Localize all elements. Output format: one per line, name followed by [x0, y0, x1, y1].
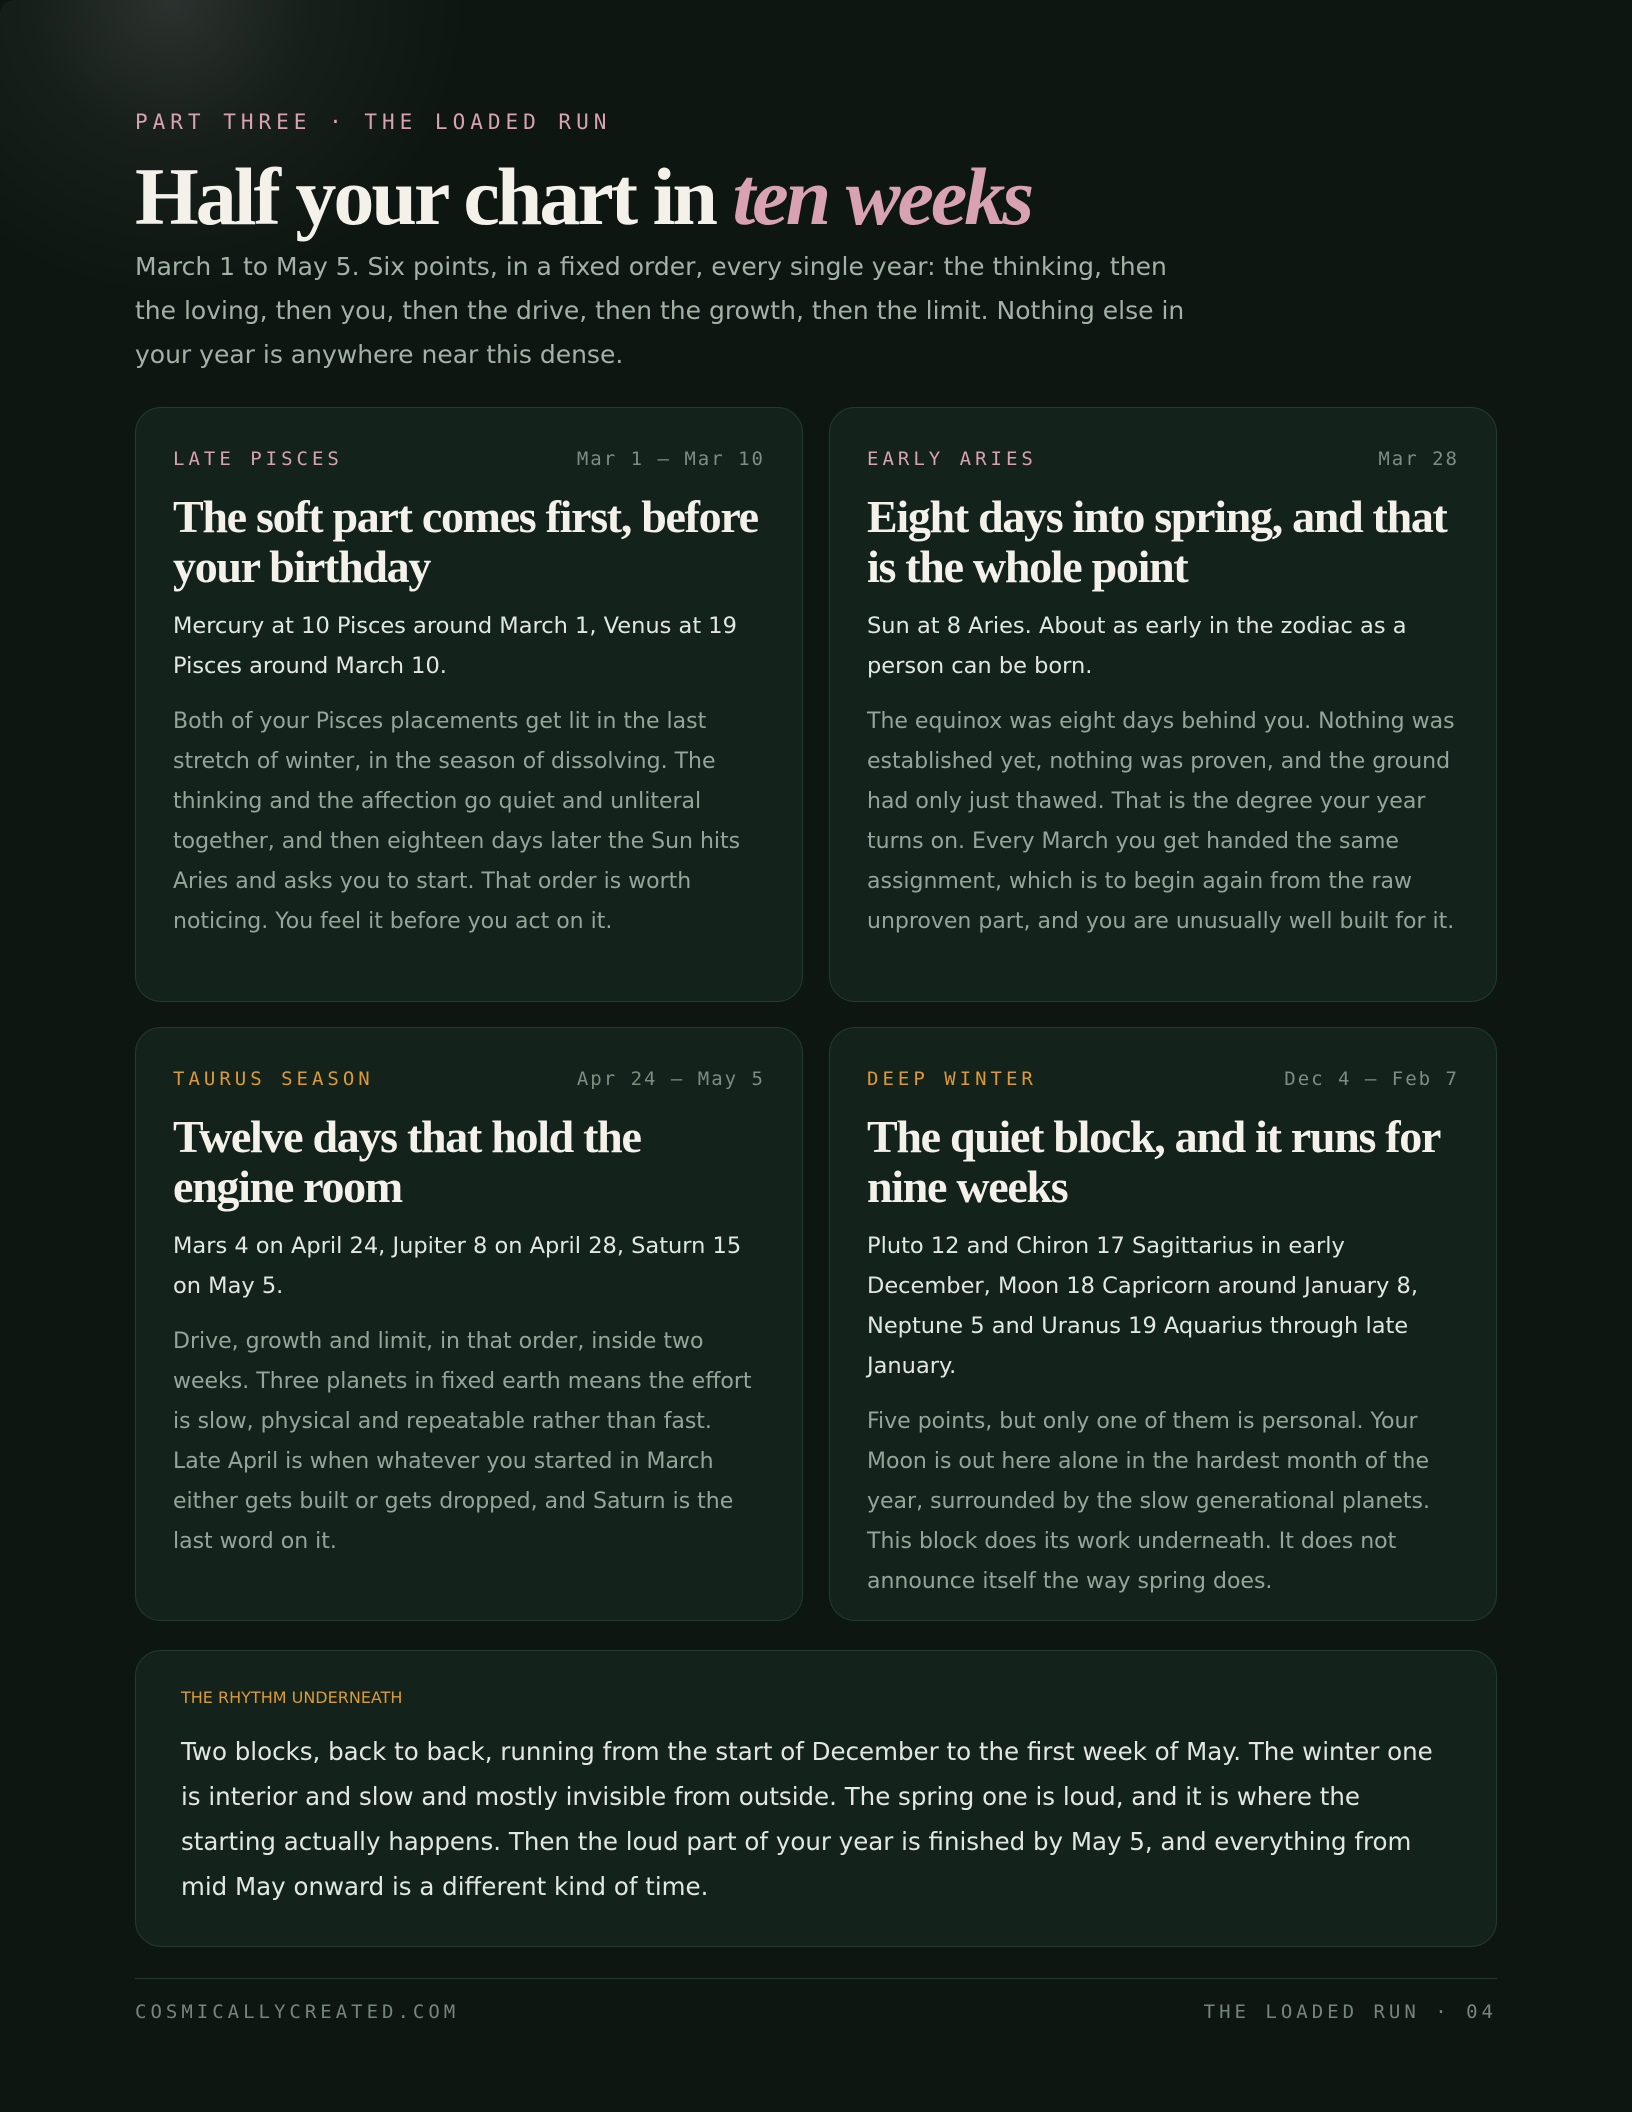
card-date: Mar 1 – Mar 10	[576, 448, 765, 470]
card-late-pisces	[135, 407, 803, 1002]
card-date: Dec 4 – Feb 7	[1284, 1068, 1459, 1090]
card-title: The quiet block, and it runs for nine weeks	[867, 1111, 1440, 1212]
title-accent: ten weeks	[732, 151, 1032, 242]
footer-section: THE LOADED RUN · 04	[1203, 2001, 1497, 2023]
card-meta	[867, 444, 1459, 474]
intro-paragraph: March 1 to May 5. Six points, in a fixed order, every single year: the thinking, then the loving, then you, then the drive, then the growth, then the limit. Nothing else in your year is anywhere near this dense.	[135, 252, 1185, 369]
card-taurus-season	[135, 1027, 803, 1621]
card-date: Mar 28	[1378, 448, 1459, 470]
card-tag: DEEP WINTER	[867, 1068, 1037, 1090]
card-deep-winter	[829, 1027, 1497, 1621]
rhythm-panel	[135, 1650, 1497, 1947]
page-title	[135, 150, 1031, 244]
card-early-aries	[829, 407, 1497, 1002]
card-facts: Sun at 8 Aries. About as early in the zodiac as a person can be born.	[867, 613, 1407, 679]
card-tag: LATE PISCES	[173, 448, 343, 470]
rhythm-tag: THE RHYTHM UNDERNEATH	[181, 1688, 403, 1707]
card-meta	[867, 1064, 1459, 1094]
card-facts: Mars 4 on April 24, Jupiter 8 on April 28, Saturn 15 on May 5.	[173, 1233, 742, 1299]
title-main: Half your chart in	[135, 151, 733, 242]
card-meta	[173, 444, 765, 474]
card-title: Twelve days that hold the engine room	[173, 1111, 641, 1212]
card-title: Eight days into spring, and that is the whole point	[867, 491, 1447, 592]
card-body: The equinox was eight days behind you. Nothing was established yet, nothing was proven, and the ground had only just thawed. That is the degree your year turns on. Every March you get handed the same assignment, which is to begin again from the raw unproven part, and you are unusually well built for it.	[867, 709, 1455, 934]
card-tag: EARLY ARIES	[867, 448, 1037, 470]
card-title: The soft part comes first, before your birthday	[173, 491, 758, 592]
card-body: Both of your Pisces placements get lit in the last stretch of winter, in the season of dissolving. The thinking and the affection go quiet and unliteral together, and then eighteen days later the Sun hits Aries and asks you to start. That order is worth noticing. You feel it before you act on it.	[173, 709, 741, 934]
card-tag: TAURUS SEASON	[173, 1068, 374, 1090]
rhythm-text: Two blocks, back to back, running from the start of December to the first week of May. The winter one is interior and slow and mostly invisible from outside. The spring one is loud, and it is where the starting actually happens. Then the loud part of your year is finished by May 5, and everything from mid May onward is a different kind of time.	[181, 1737, 1433, 1901]
card-meta	[173, 1064, 765, 1094]
footer-divider	[135, 1978, 1497, 1979]
card-body: Drive, growth and limit, in that order, inside two weeks. Three planets in fixed earth means the effort is slow, physical and repeatable rather than fast. Late April is when whatever you started in March either gets built or gets dropped, and Saturn is the last word on it.	[173, 1329, 752, 1554]
card-facts: Pluto 12 and Chiron 17 Sagittarius in early December, Moon 18 Capricorn around January 8, Neptune 5 and Uranus 19 Aquarius through late January.	[867, 1233, 1418, 1379]
eyebrow: PART THREE · THE LOADED RUN	[135, 110, 612, 134]
card-facts: Mercury at 10 Pisces around March 1, Venus at 19 Pisces around March 10.	[173, 613, 737, 679]
card-body: Five points, but only one of them is personal. Your Moon is out here alone in the hardest month of the year, surrounded by the slow generational planets. This block does its work underneath. It does not announce itself the way spring does.	[867, 1409, 1430, 1594]
card-date: Apr 24 – May 5	[576, 1068, 765, 1090]
footer-site: COSMICALLYCREATED.COM	[135, 2001, 460, 2023]
